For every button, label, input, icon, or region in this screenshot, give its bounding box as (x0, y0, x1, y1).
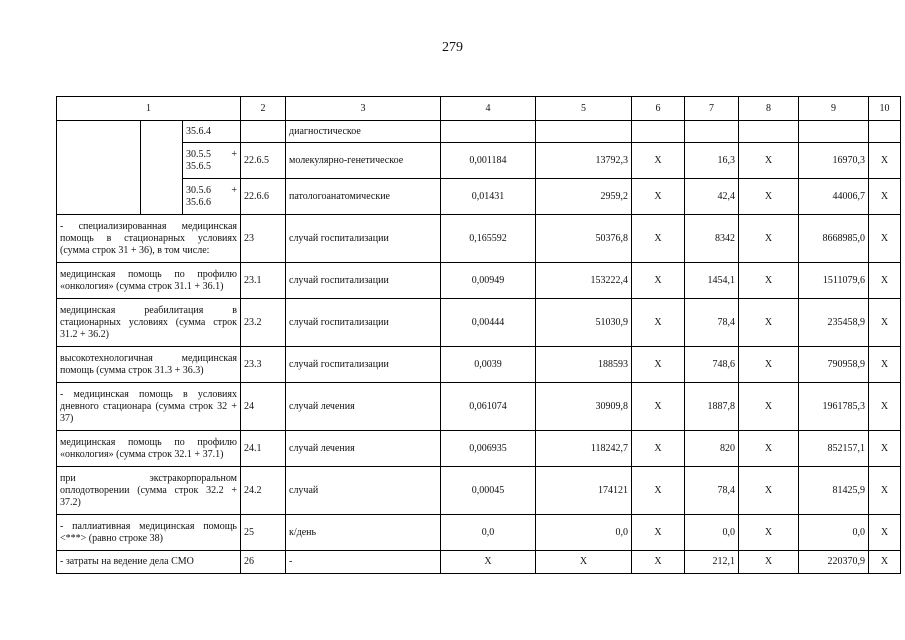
value-cell: X (739, 467, 799, 515)
value-cell: X (632, 215, 685, 263)
value-cell: 2959,2 (536, 179, 632, 215)
value-cell: 8342 (685, 215, 739, 263)
value-cell: X (869, 263, 901, 299)
value-cell: 0,0 (685, 515, 739, 551)
value-cell: 0,061074 (441, 383, 536, 431)
header-row (57, 97, 901, 121)
unit-cell: случай госпитализации (286, 347, 441, 383)
value-cell: X (739, 143, 799, 179)
unit-cell: к/день (286, 515, 441, 551)
row-label: медицинская помощь по профилю «онкология» (сумма строк 32.1 + 37.1) (57, 431, 241, 467)
row-label: - медицинская помощь в условиях дневного стационара (сумма строк 32 + 37) (57, 383, 241, 431)
header-cell-5: 5 (536, 97, 632, 121)
value-cell: X (869, 179, 901, 215)
header-cell-2: 2 (241, 97, 286, 121)
value-cell: X (739, 383, 799, 431)
value-cell: 51030,9 (536, 299, 632, 347)
value-cell: X (739, 179, 799, 215)
value-cell (536, 121, 632, 143)
table-row (57, 431, 901, 467)
value-cell: 16970,3 (799, 143, 869, 179)
sub-code-2: 35.6.6 (186, 196, 211, 208)
value-cell: X (739, 299, 799, 347)
value-cell: 1454,1 (685, 263, 739, 299)
code-cell: 25 (241, 515, 286, 551)
value-cell: X (739, 551, 799, 574)
header-cell-9: 9 (799, 97, 869, 121)
value-cell: 8668985,0 (799, 215, 869, 263)
value-cell: X (632, 299, 685, 347)
value-cell: 748,6 (685, 347, 739, 383)
row-label: медицинская помощь по профилю «онкология» (сумма строк 31.1 + 36.1) (57, 263, 241, 299)
value-cell: X (632, 431, 685, 467)
header-cell-8: 8 (739, 97, 799, 121)
unit-cell: случай (286, 467, 441, 515)
value-cell: 42,4 (685, 179, 739, 215)
row-label: высокотехнологичная медицинская помощь (сумма строк 31.3 + 36.3) (57, 347, 241, 383)
value-cell: X (632, 263, 685, 299)
value-cell: 220370,9 (799, 551, 869, 574)
value-cell: 790958,9 (799, 347, 869, 383)
page-number: 279 (442, 40, 463, 55)
value-cell: X (869, 431, 901, 467)
value-cell: 0,00444 (441, 299, 536, 347)
sub-code-2: 35.6.5 (186, 160, 211, 172)
sub-code: 30.5.5 (186, 148, 211, 160)
code-cell: 23 (241, 215, 286, 263)
value-cell: 1887,8 (685, 383, 739, 431)
code-cell: 24.2 (241, 467, 286, 515)
header-cell-6: 6 (632, 97, 685, 121)
unit-cell: случай лечения (286, 431, 441, 467)
value-cell: X (441, 551, 536, 574)
value-cell: 118242,7 (536, 431, 632, 467)
value-cell: 44006,7 (799, 179, 869, 215)
table-row (57, 515, 901, 551)
value-cell: X (739, 215, 799, 263)
value-cell: 78,4 (685, 299, 739, 347)
sub-code-cell (183, 143, 241, 179)
value-cell: X (739, 431, 799, 467)
code-cell: 23.2 (241, 299, 286, 347)
value-cell: X (739, 515, 799, 551)
unit-cell: случай госпитализации (286, 263, 441, 299)
value-cell: X (632, 551, 685, 574)
value-cell: 0,0 (441, 515, 536, 551)
header-cell-3: 3 (286, 97, 441, 121)
value-cell: 820 (685, 431, 739, 467)
value-cell: X (869, 467, 901, 515)
name-cell: диагностическое (286, 121, 441, 143)
value-cell: X (869, 347, 901, 383)
value-cell: 13792,3 (536, 143, 632, 179)
header-cell-10: 10 (869, 97, 901, 121)
data-table (56, 96, 901, 574)
value-cell: X (632, 515, 685, 551)
code-cell: 22.6.5 (241, 143, 286, 179)
value-cell: 30909,8 (536, 383, 632, 431)
value-cell: 153222,4 (536, 263, 632, 299)
sub-code-cell (183, 179, 241, 215)
empty-cell (57, 121, 141, 215)
value-cell: X (632, 467, 685, 515)
code-cell: 24 (241, 383, 286, 431)
value-cell: X (632, 383, 685, 431)
row-label: - затраты на ведение дела СМО (57, 551, 241, 574)
table-row (57, 263, 901, 299)
value-cell: 1961785,3 (799, 383, 869, 431)
value-cell: X (869, 515, 901, 551)
value-cell (685, 121, 739, 143)
value-cell: 81425,9 (799, 467, 869, 515)
name-cell: молекулярно-генетическое (286, 143, 441, 179)
value-cell (632, 121, 685, 143)
code-cell (241, 121, 286, 143)
table-row (57, 299, 901, 347)
name-cell: патологоанатомические (286, 179, 441, 215)
value-cell: 0,0039 (441, 347, 536, 383)
value-cell (441, 121, 536, 143)
code-cell: 22.6.6 (241, 179, 286, 215)
code-cell: 24.1 (241, 431, 286, 467)
code-cell: 23.3 (241, 347, 286, 383)
table-row (57, 121, 901, 143)
table-row (57, 383, 901, 431)
value-cell: 235458,9 (799, 299, 869, 347)
value-cell: X (739, 263, 799, 299)
value-cell: 16,3 (685, 143, 739, 179)
row-label: - специализированная медицинская помощь в стационарных условиях (сумма строк 31 + 36), в том числе: (57, 215, 241, 263)
table-row (57, 179, 901, 215)
sub-code: 35.6.4 (186, 125, 211, 137)
value-cell: X (869, 383, 901, 431)
value-cell: 1511079,6 (799, 263, 869, 299)
value-cell: 0,0 (536, 515, 632, 551)
unit-cell: случай лечения (286, 383, 441, 431)
row-label: - паллиативная медицинская помощь <***> (равно строке 38) (57, 515, 241, 551)
value-cell: 0,0 (799, 515, 869, 551)
value-cell: 0,01431 (441, 179, 536, 215)
plus-sign: + (231, 184, 237, 196)
value-cell: 174121 (536, 467, 632, 515)
unit-cell: - (286, 551, 441, 574)
table-row (57, 143, 901, 179)
value-cell: X (739, 347, 799, 383)
value-cell: 212,1 (685, 551, 739, 574)
value-cell (799, 121, 869, 143)
value-cell: 78,4 (685, 467, 739, 515)
empty-cell (141, 121, 183, 215)
sub-code-cell (183, 121, 241, 143)
unit-cell: случай госпитализации (286, 299, 441, 347)
table-row (57, 551, 901, 574)
value-cell: 0,165592 (441, 215, 536, 263)
table-row (57, 467, 901, 515)
table-row (57, 215, 901, 263)
value-cell (869, 121, 901, 143)
code-cell: 26 (241, 551, 286, 574)
value-cell (739, 121, 799, 143)
value-cell: X (632, 347, 685, 383)
value-cell: 852157,1 (799, 431, 869, 467)
table-row (57, 347, 901, 383)
value-cell: 0,006935 (441, 431, 536, 467)
row-label: при экстракорпоральном оплодотворении (сумма строк 32.2 + 37.2) (57, 467, 241, 515)
code-cell: 23.1 (241, 263, 286, 299)
value-cell: X (632, 143, 685, 179)
value-cell: X (869, 551, 901, 574)
value-cell: X (869, 143, 901, 179)
unit-cell: случай госпитализации (286, 215, 441, 263)
value-cell: X (536, 551, 632, 574)
value-cell: 188593 (536, 347, 632, 383)
header-cell-4: 4 (441, 97, 536, 121)
value-cell: 0,00949 (441, 263, 536, 299)
value-cell: 0,001184 (441, 143, 536, 179)
sub-code: 30.5.6 (186, 184, 211, 196)
row-label: медицинская реабилитация в стационарных условиях (сумма строк 31.2 + 36.2) (57, 299, 241, 347)
value-cell: X (869, 215, 901, 263)
header-cell-1: 1 (57, 97, 241, 121)
plus-sign: + (231, 148, 237, 160)
value-cell: 50376,8 (536, 215, 632, 263)
value-cell: X (632, 179, 685, 215)
value-cell: 0,00045 (441, 467, 536, 515)
value-cell: X (869, 299, 901, 347)
header-cell-7: 7 (685, 97, 739, 121)
